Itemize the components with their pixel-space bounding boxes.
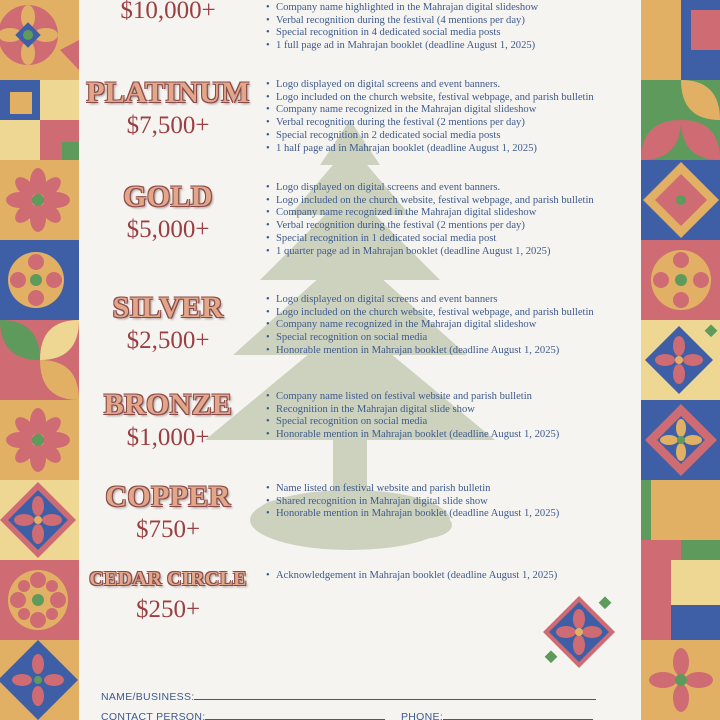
benefit-item: • Verbal recognition during the festival (2 mentions per day) bbox=[266, 117, 636, 130]
benefit-item: • Company name recognized in the Mahrajan digital slideshow bbox=[266, 319, 636, 332]
flower-tile-icon bbox=[0, 400, 79, 480]
tier-amount: $1,000+ bbox=[126, 424, 210, 451]
benefit-item: • Logo displayed on digital screens and event banners. bbox=[266, 182, 636, 195]
contact-person-blank[interactable] bbox=[205, 711, 385, 720]
tier-benefits bbox=[266, 483, 636, 521]
diamond-tile-icon bbox=[641, 320, 720, 400]
color-block-tile bbox=[0, 80, 79, 160]
diamond-tile-icon bbox=[641, 400, 720, 480]
benefit-item: • Company name highlighted in the Mahrajan digital slideshow bbox=[266, 2, 636, 15]
benefit-item: • Logo included on the church website, festival webpage, and parish bulletin bbox=[266, 195, 636, 208]
diamond-tile-icon bbox=[0, 480, 79, 560]
tier-amount: $10,000+ bbox=[120, 0, 216, 24]
leaf-tile bbox=[641, 80, 720, 160]
tier-name: BRONZE bbox=[103, 388, 233, 421]
sponsorship-content bbox=[79, 0, 641, 720]
contact-person-field[interactable] bbox=[101, 711, 385, 720]
tier-amount: $750+ bbox=[135, 516, 201, 543]
benefit-item: • Honorable mention in Mahrajan booklet (deadline August 1, 2025) bbox=[266, 345, 636, 358]
tier-name: COPPER bbox=[105, 480, 231, 513]
benefit-item: • Acknowledgement in Mahrajan booklet (deadline August 1, 2025) bbox=[266, 570, 636, 583]
name-business-blank[interactable] bbox=[194, 691, 596, 700]
benefit-item: • Honorable mention in Mahrajan booklet (deadline August 1, 2025) bbox=[266, 429, 636, 442]
benefit-item: • 1 half page ad in Mahrajan booklet (deadline August 1, 2025) bbox=[266, 143, 636, 156]
tier-benefits bbox=[266, 294, 636, 358]
benefit-item: • Logo displayed on digital screens and event banners. bbox=[266, 79, 636, 92]
benefit-item: • Company name listed on festival website and parish bulletin bbox=[266, 391, 636, 404]
tier-benefits bbox=[266, 182, 636, 258]
phone-field[interactable] bbox=[401, 711, 593, 720]
tier-amount: $5,000+ bbox=[126, 216, 210, 243]
diamond-tile-icon bbox=[539, 592, 619, 672]
benefit-item: • Company name recognized in the Mahrajan digital slideshow bbox=[266, 104, 636, 117]
benefit-item: • Recognition in the Mahrajan digital slide show bbox=[266, 404, 636, 417]
leaf-tile bbox=[0, 320, 79, 400]
flower-tile-icon bbox=[0, 160, 79, 240]
tier-amount: $250+ bbox=[135, 596, 201, 623]
benefit-item: • Logo included on the church website, festival webpage, and parish bulletin bbox=[266, 92, 636, 105]
tier-name: CEDAR CIRCLE bbox=[89, 568, 247, 590]
benefit-item: • Special recognition on social media bbox=[266, 416, 636, 429]
color-block-tile bbox=[641, 560, 720, 640]
tier-name: SILVER bbox=[112, 291, 224, 324]
flower-tile-icon bbox=[641, 640, 720, 720]
benefit-item: • Special recognition in 4 dedicated social media posts bbox=[266, 27, 636, 40]
color-block-tile bbox=[641, 0, 720, 80]
tier-benefits bbox=[266, 2, 636, 53]
tier-amount: $7,500+ bbox=[126, 112, 210, 139]
benefit-item: • Shared recognition in Mahrajan digital slide show bbox=[266, 496, 636, 509]
benefit-item: • Company name recognized in the Mahrajan digital slideshow bbox=[266, 207, 636, 220]
left-tile-border bbox=[0, 0, 79, 720]
phone-blank[interactable] bbox=[443, 711, 593, 720]
tier-amount: $2,500+ bbox=[126, 327, 210, 354]
contact-person-label: CONTACT PERSON: bbox=[101, 711, 206, 720]
tier-benefits bbox=[266, 79, 636, 155]
right-tile-border bbox=[641, 0, 720, 720]
phone-label: PHONE: bbox=[401, 711, 444, 720]
name-business-label: NAME/BUSINESS: bbox=[101, 691, 195, 703]
name-business-field[interactable] bbox=[101, 691, 596, 703]
benefit-item: • Verbal recognition during the festival (4 mentions per day) bbox=[266, 15, 636, 28]
benefit-item: • 1 full page ad in Mahrajan booklet (deadline August 1, 2025) bbox=[266, 40, 636, 53]
flower-tile-icon bbox=[641, 240, 720, 320]
benefit-item: • Logo displayed on digital screens and event banners bbox=[266, 294, 636, 307]
benefit-item: • Special recognition in 2 dedicated social media posts bbox=[266, 130, 636, 143]
diamond-tile-icon bbox=[0, 640, 79, 720]
tier-name: GOLD bbox=[123, 180, 213, 213]
benefit-item: • Logo included on the church website, festival webpage, and parish bulletin bbox=[266, 307, 636, 320]
color-block-tile bbox=[641, 480, 720, 560]
flower-tile-icon bbox=[0, 0, 79, 80]
tier-benefits bbox=[266, 570, 636, 583]
flower-tile-icon bbox=[0, 560, 79, 640]
benefit-item: • Special recognition on social media bbox=[266, 332, 636, 345]
flower-tile-icon bbox=[0, 240, 79, 320]
diamond-tile-icon bbox=[641, 160, 720, 240]
tier-name: PLATINUM bbox=[86, 76, 250, 109]
tier-benefits bbox=[266, 391, 636, 442]
benefit-item: • Honorable mention in Mahrajan booklet (deadline August 1, 2025) bbox=[266, 508, 636, 521]
benefit-item: • 1 quarter page ad in Mahrajan booklet (deadline August 1, 2025) bbox=[266, 246, 636, 259]
benefit-item: • Verbal recognition during the festival (2 mentions per day) bbox=[266, 220, 636, 233]
benefit-item: • Name listed on festival website and parish bulletin bbox=[266, 483, 636, 496]
benefit-item: • Special recognition in 1 dedicated social media post bbox=[266, 233, 636, 246]
